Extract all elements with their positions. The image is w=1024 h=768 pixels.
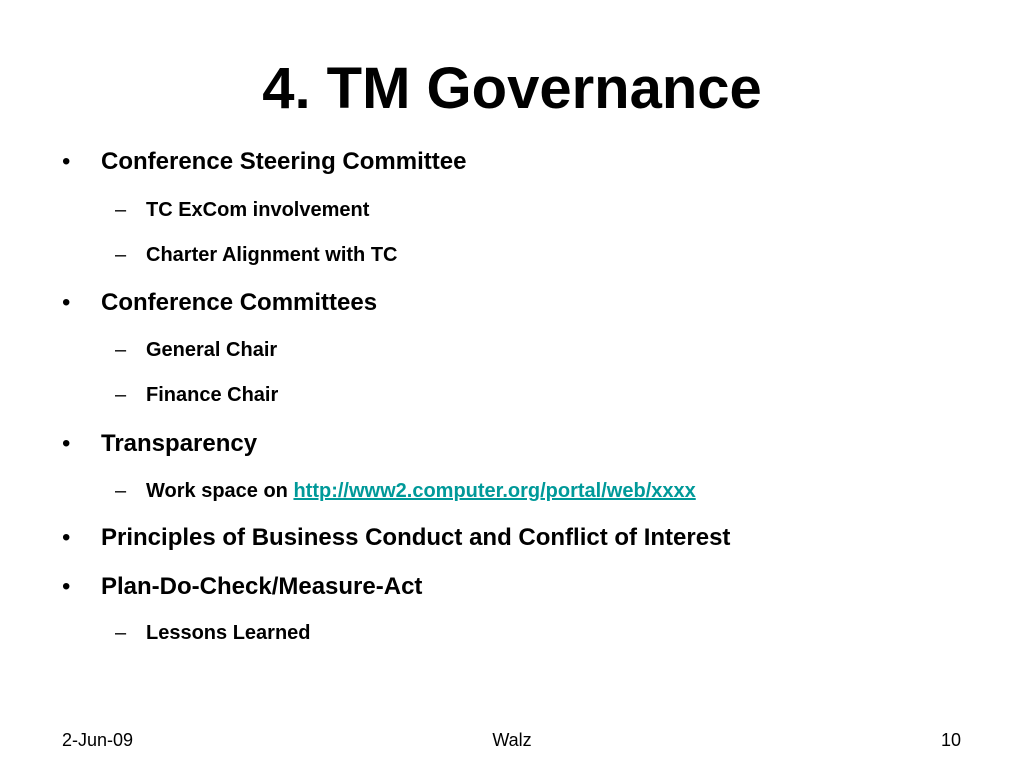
sub-bullet-text: TC ExCom involvement: [146, 199, 370, 221]
sub-bullet-marker: –: [115, 339, 127, 361]
sub-bullet-marker: –: [115, 199, 127, 221]
sub-bullet-item-tc-excom: [115, 199, 370, 221]
bullet-item-steering-committee: [62, 148, 467, 175]
bullet-item-principles: [62, 524, 731, 551]
footer-date: 2-Jun-09: [62, 730, 134, 750]
bullet-item-plan-do-check: [62, 573, 423, 600]
bullet-marker: •: [62, 524, 71, 551]
sub-bullet-marker: –: [115, 244, 127, 266]
footer-page-number: 10: [940, 730, 961, 750]
bullet-marker: •: [62, 148, 71, 175]
slide-title: 4. TM Governance: [262, 56, 762, 121]
bullet-marker: •: [62, 430, 71, 457]
bullet-item-transparency: [62, 430, 258, 457]
work-space-link[interactable]: http://www2.computer.org/portal/web/xxxx: [293, 480, 696, 502]
sub-bullet-marker: –: [115, 384, 127, 406]
bullet-text: Principles of Business Conduct and Conflict of Interest: [101, 524, 731, 551]
sub-bullet-item-charter-alignment: [115, 244, 398, 266]
sub-bullet-text: Finance Chair: [146, 384, 279, 406]
sub-bullet-item-general-chair: [115, 339, 278, 361]
sub-bullet-text: General Chair: [146, 339, 278, 361]
sub-bullet-text: Work space on: [146, 480, 294, 502]
sub-bullet-text: Lessons Learned: [146, 622, 311, 644]
bullet-text: Conference Committees: [101, 289, 378, 316]
bullet-text: Conference Steering Committee: [101, 148, 467, 175]
sub-bullet-marker: –: [115, 480, 127, 502]
sub-bullet-item-finance-chair: [115, 384, 279, 406]
bullet-item-conference-committees: [62, 289, 378, 316]
sub-bullet-marker: –: [115, 622, 127, 644]
footer-author: Walz: [492, 730, 532, 750]
bullet-text: Plan-Do-Check/Measure-Act: [101, 573, 423, 600]
bullet-marker: •: [62, 289, 71, 316]
sub-bullet-text: Charter Alignment with TC: [146, 244, 398, 266]
sub-bullet-item-lessons-learned: [115, 622, 311, 644]
sub-bullet-item-work-space: [115, 480, 696, 502]
bullet-marker: •: [62, 573, 71, 600]
bullet-text: Transparency: [101, 430, 258, 457]
